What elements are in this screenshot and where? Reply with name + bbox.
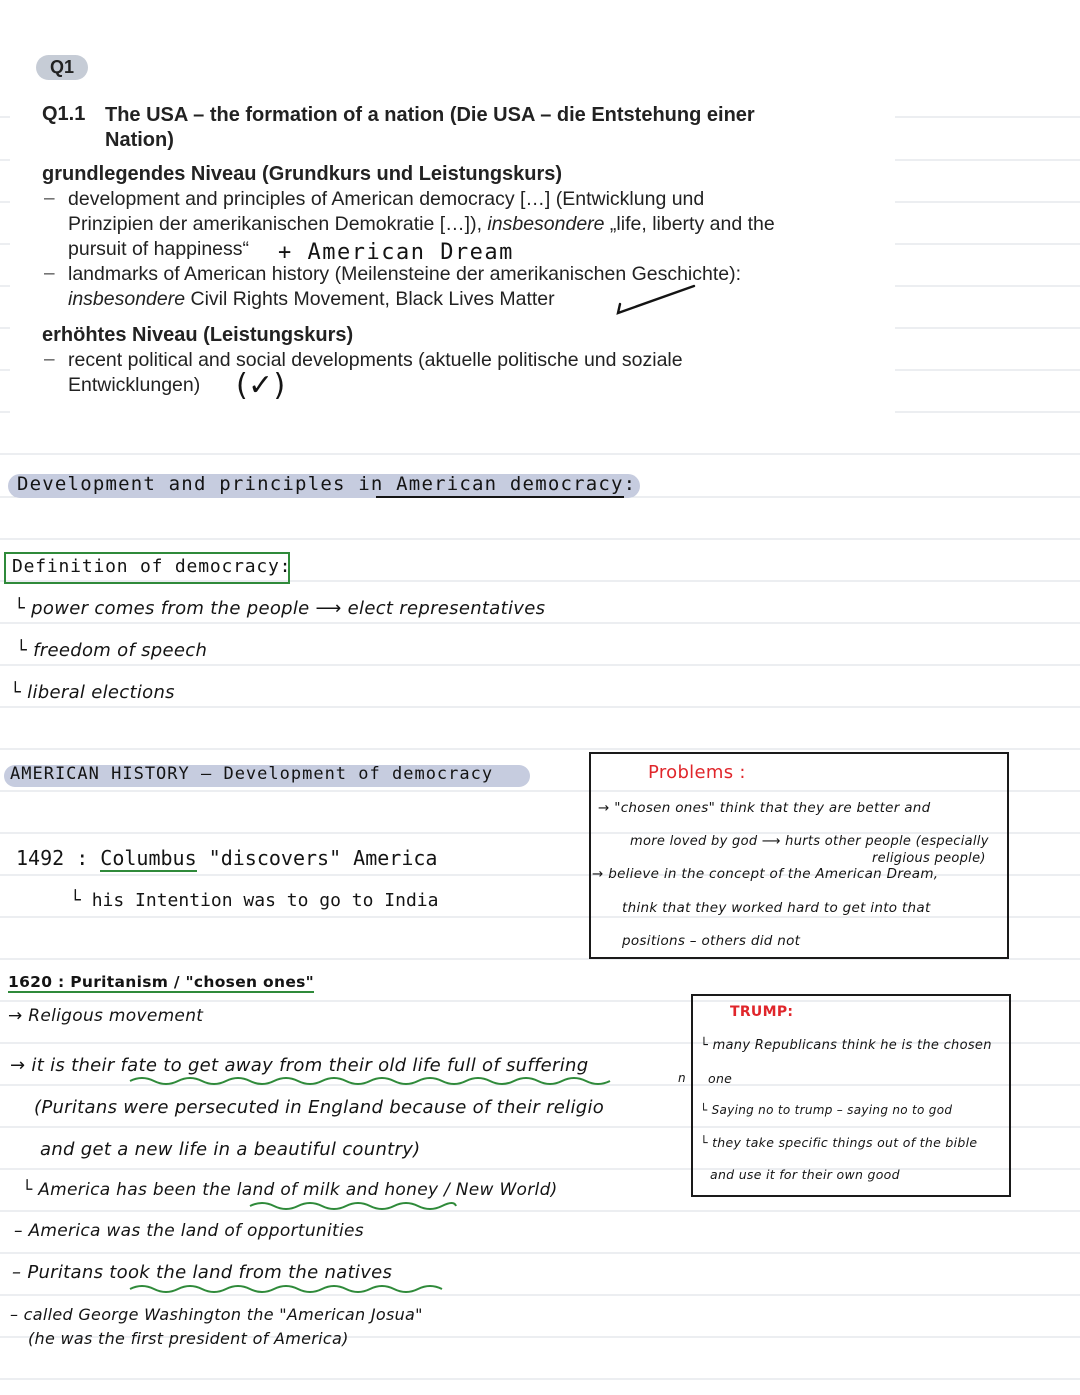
note-1620-item: – America was the land of opportunities <box>14 1221 364 1241</box>
trump-line: and use it for their own good <box>710 1167 900 1182</box>
note-1620-item: → Religous movement <box>8 1006 204 1026</box>
definition-item: └ freedom of speech <box>16 640 208 661</box>
note-1620-item: └ America has been the land of milk and honey / New World) <box>22 1180 558 1200</box>
note-1620-item: → it is their fate to get away from their old life full of suffering <box>10 1055 589 1076</box>
year-1620-heading: 1620 : Puritanism / "chosen ones" <box>8 973 315 991</box>
basic-level-heading: grundlegendes Niveau (Grundkurs und Leistungskurs) <box>42 163 563 185</box>
basic-item2-line1: landmarks of American history (Meilensteine der amerikanischen Geschichte): <box>68 263 742 285</box>
problems-line: → "chosen ones" think that they are better and <box>598 800 931 816</box>
bullet-dash: – <box>44 263 55 284</box>
definition-item: └ liberal elections <box>10 682 175 703</box>
problems-line: → believe in the concept of the American Dream, <box>592 866 939 882</box>
advanced-item1-line2: Entwicklungen) <box>68 374 201 396</box>
problems-line: more loved by god ⟶ hurts other people (especially <box>630 834 989 849</box>
definition-item: └ power comes from the people ⟶ elect representatives <box>14 598 546 619</box>
checkmark-icon <box>612 280 702 320</box>
bullet-dash: – <box>44 349 55 370</box>
q1-badge: Q1 <box>36 55 88 80</box>
note-1620-item: (he was the first president of America) <box>28 1329 349 1348</box>
advanced-item1-line1: recent political and social developments (aktuelle politische und soziale <box>68 349 683 371</box>
trump-line: one <box>708 1071 733 1086</box>
trump-title: TRUMP: <box>730 1004 794 1020</box>
margin-mark: n <box>678 1071 686 1085</box>
basic-item1-line1: development and principles of American democracy […] (Entwicklung und <box>68 188 705 210</box>
problems-line: religious people) <box>872 851 986 866</box>
green-underline <box>248 1200 460 1212</box>
trump-line: └ they take specific things out of the bible <box>700 1135 978 1150</box>
basic-item2-line2: insbesondere Civil Rights Movement, Black Lives Matter <box>68 288 555 310</box>
american-dream-annotation: + American Dream <box>278 240 514 265</box>
basic-item1-line2: Prinzipien der amerikanischen Demokratie […]), insbesondere „life, liberty and the <box>68 213 775 235</box>
problems-title: Problems : <box>648 762 746 783</box>
note-1620-item: – Puritans took the land from the natives <box>12 1262 393 1283</box>
bullet-dash: – <box>44 188 55 209</box>
problems-line: think that they worked hard to get into that <box>622 900 931 916</box>
section-number: Q1.1 <box>42 103 86 125</box>
section-title: The USA – the formation of a nation (Die USA – die Entstehung einer Nation) <box>105 104 755 151</box>
green-underline <box>128 1283 448 1295</box>
year-1492: 1492 : Columbus "discovers" America <box>16 846 438 870</box>
definition-heading: Definition of democracy: <box>12 556 292 577</box>
history-heading: AMERICAN HISTORY – Development of democracy <box>10 764 494 784</box>
advanced-level-heading: erhöhtes Niveau (Leistungskurs) <box>42 324 354 346</box>
trump-line: └ Saying no to trump – saying no to god <box>700 1103 953 1117</box>
trump-line: └ many Republicans think he is the chosen <box>700 1038 992 1053</box>
note-1620-item: – called George Washington the "American Josua" <box>10 1305 423 1324</box>
basic-item1-line3: pursuit of happiness“ <box>68 238 250 260</box>
dev-heading-underline <box>376 496 624 498</box>
green-underline <box>128 1075 618 1087</box>
year-1492-sub: └ his Intention was to go to India <box>70 890 439 911</box>
dev-heading: Development and principles in American democracy: <box>17 473 637 495</box>
problems-line: positions – others did not <box>622 933 801 949</box>
note-1620-item: (Puritans were persecuted in England because of their religio <box>34 1097 605 1118</box>
note-1620-item: and get a new life in a beautiful country) <box>40 1139 421 1160</box>
check-annotation: (✓) <box>236 368 286 403</box>
